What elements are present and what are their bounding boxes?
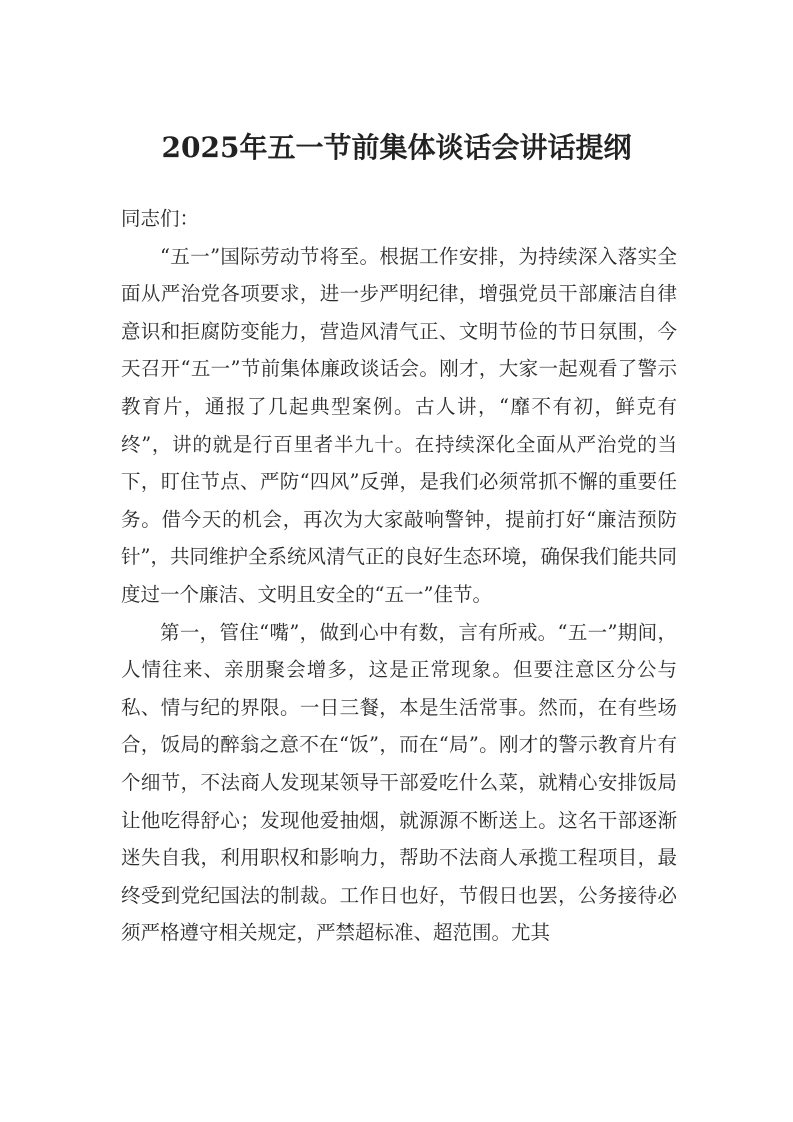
document-title: 2025年五一节前集体谈话会讲话提纲 [161, 131, 632, 164]
salutation: 同志们： [121, 207, 200, 230]
paragraph-intro: “五一”国际劳动节将至。根据工作安排，为持续深入落实全面从严治党各项要求，进一步严明纪律，增强党员干部廉洁自律意识和拒腐防变能力，营造风清气正、文明节俭的节日氛围，今天召开“五一”节前集体廉政谈话会。刚才，大家一起观看了警示教育片，通报了几起典型案例。古人讲，“靡不有初，鲜克有终”，讲的就是行百里者半九十。在持续深化全面从严治党的当下，盯住节点、严防“四风”反弹，是我们必须常抓不懈的重要任务。借今天的机会，再次为大家敲响警钟，提前打好“廉洁预防针”，共同维护全系统风清气正的良好生态环境，确保我们能共同度过一个廉洁、文明且安全的“五一”佳节。 [121, 244, 677, 606]
paragraph-point-one: 第一，管住“嘴”，做到心中有数，言有所戒。“五一”期间，人情往来、亲朋聚会增多，这是正常现象。但要注意区分公与私、情与纪的界限。一日三餐，本是生活常事。然而，在有些场合，饭局的醉翁之意不在“饭”，而在“局”。刚才的警示教育片有个细节，不法商人发现某领导干部爱吃什么菜，就精心安排饭局让他吃得舒心；发现他爱抽烟，就源源不断送上。这名干部逐渐迷失自我，利用职权和影响力，帮助不法商人承揽工程项目，最终受到党纪国法的制裁。工作日也好，节假日也罢，公务接待必须严格遵守相关规定，严禁超标准、超范围。尤其 [121, 620, 677, 945]
document-body [121, 200, 677, 952]
